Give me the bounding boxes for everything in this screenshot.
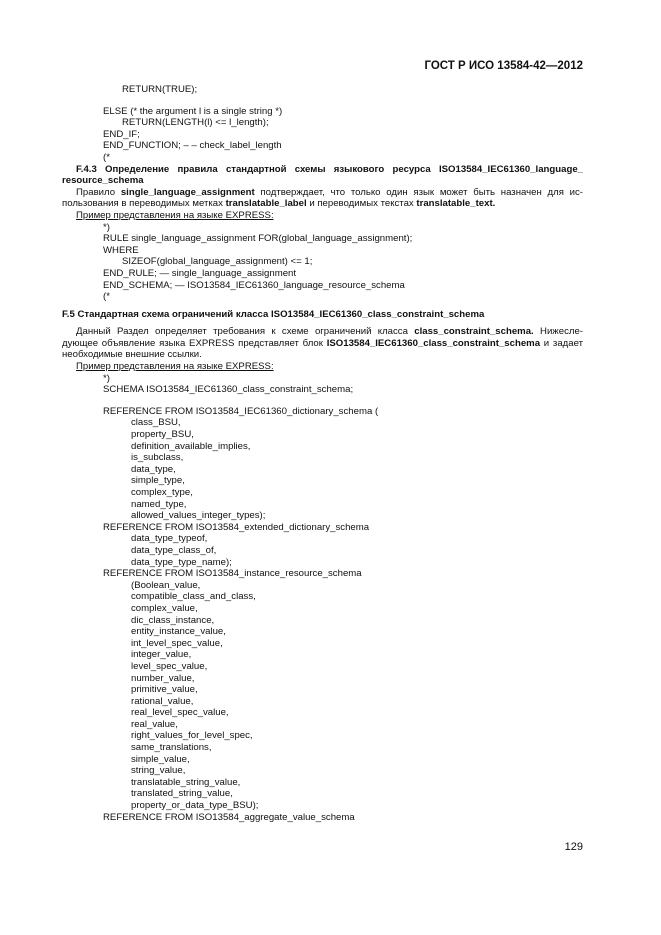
code-list-item: allowed_values_integer_types); [131, 510, 266, 522]
code-list-item: entity_instance_value, [131, 626, 226, 638]
section-heading-f43: F.4.3 Определение правила стандартной схемы языкового ресурса ISO13584_IEC61360_language_ resource_schema [62, 163, 583, 187]
code-line: END_RULE; — single_language_assignment [103, 267, 297, 279]
paragraph-f5: Данный Раздел определяет требования к схеме ограничений класса class_constraint_schema. Нижесле-дующее объявление языка EXPRESS представляет блок ISO13584_IEC61360_class_constraint_schema и задает необходимые внешние ссылки. [62, 326, 583, 361]
code-line: REFERENCE FROM ISO13584_aggregate_value_schema [103, 811, 355, 823]
code-line: REFERENCE FROM ISO13584_instance_resource_schema [103, 568, 362, 580]
code-list-item: level_spec_value, [131, 660, 208, 672]
code-list-item: data_type, [131, 463, 176, 475]
code-line: END_IF; [103, 128, 140, 140]
page-number: 129 [564, 841, 583, 853]
code-list-item: data_type_typeof, [131, 533, 208, 545]
code-list-item: data_type_type_name); [131, 556, 232, 568]
code-line: *) [103, 372, 110, 384]
code-list-item: complex_type, [131, 487, 193, 498]
code-list-item: string_value, [131, 765, 186, 777]
code-line: RETURN(TRUE); [122, 84, 198, 95]
document-body [62, 84, 583, 823]
code-list-item: translatable_string_value, [131, 776, 241, 788]
code-line: RULE single_language_assignment FOR(global_language_assignment); [103, 233, 413, 245]
code-list-item: named_type, [131, 498, 187, 510]
code-list-item: right_values_for_level_spec, [131, 730, 253, 742]
code-line: SCHEMA ISO13584_IEC61360_class_constraint_schema; [103, 384, 354, 396]
reference-list-instance-resource [62, 580, 583, 812]
code-line: END_FUNCTION; – – check_label_length [103, 140, 282, 152]
code-line: *) [103, 221, 110, 233]
code-list-item: int_level_spec_value, [131, 637, 223, 649]
section-heading-f5: F.5 Стандартная схема ограничений класса ISO13584_IEC61360_class_constraint_schema [62, 308, 485, 320]
example-label: Пример представления на языке EXPRESS: [76, 209, 274, 221]
code-list-item: real_level_spec_value, [131, 707, 229, 719]
code-line: END_SCHEMA; — ISO13584_IEC61360_language_resource_schema [103, 279, 405, 291]
code-list-item: primitive_value, [131, 684, 198, 696]
code-list-item: translated_string_value, [131, 788, 233, 800]
code-line: REFERENCE FROM ISO13584_extended_dictionary_schema [103, 521, 370, 533]
reference-list-dictionary [62, 417, 583, 521]
code-list-item: number_value, [131, 672, 195, 684]
code-list-item: (Boolean_value, [131, 579, 201, 591]
code-line: (* [103, 151, 110, 163]
code-list-item: rational_value, [131, 695, 194, 707]
code-list-item: is_subclass, [131, 452, 184, 464]
code-line: ELSE (* the argument l is a single string *) [103, 105, 283, 117]
code-list-item: same_translations, [131, 742, 212, 754]
code-list-item: integer_value, [131, 649, 192, 661]
code-list-item: property_or_data_type_BSU); [131, 800, 259, 812]
code-line: SIZEOF(global_language_assignment) <= 1; [122, 256, 313, 268]
code-list-item: real_value, [131, 718, 178, 730]
code-line: RETURN(LENGTH(l) <= l_length); [122, 117, 269, 129]
code-list-item: simple_value, [131, 753, 190, 765]
code-list-item: class_BSU, [131, 417, 181, 429]
code-list-item: data_type_class_of, [131, 544, 217, 556]
code-list-item: property_BSU, [131, 429, 194, 441]
page-header-standard: ГОСТ Р ИСО 13584-42—2012 [424, 60, 583, 72]
code-list-item: simple_type, [131, 475, 185, 487]
reference-list-extended-dictionary [62, 533, 583, 568]
example-label: Пример представления на языке EXPRESS: [76, 361, 274, 373]
code-list-item: complex_value, [131, 602, 198, 614]
code-list-item: dic_class_instance, [131, 614, 215, 626]
code-list-item: compatible_class_and_class, [131, 591, 256, 603]
code-line: REFERENCE FROM ISO13584_IEC61360_dictionary_schema ( [103, 405, 379, 417]
code-line: (* [103, 291, 110, 303]
code-list-item: definition_available_implies, [131, 440, 251, 452]
paragraph-f43: Правило single_language_assignment подтверждает, что только один язык может быть назначен для ис-пользования в переводимых метках translatable_label и переводимых текстах translatable_text. [62, 186, 584, 210]
code-line: WHERE [103, 244, 139, 256]
